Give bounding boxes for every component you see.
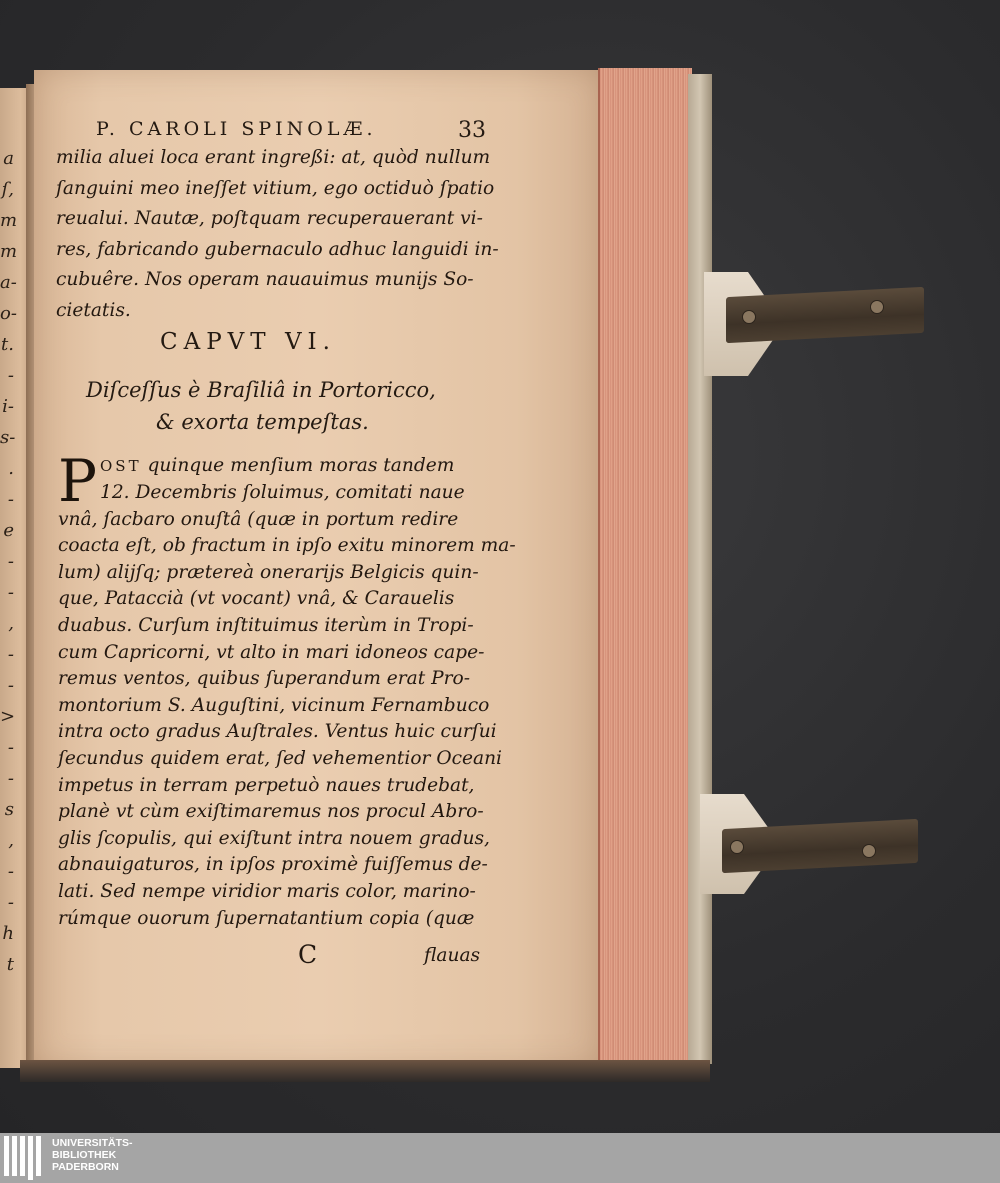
edge-char: - [7,365,14,386]
text-line: planè vt cùm exiſtimaremus nos procul Abro- [58,801,484,823]
edge-char: - [7,737,14,758]
logo-line-1: UNIVERSITÄTS- [52,1137,133,1149]
text-line: cietatis. [56,299,131,321]
edge-char: - [7,892,14,913]
catchword: flauas [424,945,481,966]
text-line: intra octo gradus Auſtrales. Ventus huic curſui [58,721,497,743]
text-line: que, Pataccià (vt vocant) vnâ, & Carauelis [58,588,455,610]
text-line: glis ſcopulis, qui exiſtunt intra nouem gradus, [58,827,490,849]
edge-char: ſ, [1,179,14,200]
text-line: duabus. Curſum inſtituimus iterùm in Tropi- [58,615,474,636]
edge-char: h [2,923,14,944]
first-line [100,455,454,476]
text-line: rúmque ouorum ſupernatantium copia (quæ [58,907,475,929]
text-line: ſecundus quidem erat, ſed vehementior Oceani [58,748,502,769]
left-page-text-edge [0,143,18,980]
edge-char: e [3,520,14,541]
text-line: montorium S. Auguſtini, vicinum Fernambuco [58,694,490,716]
clasp-strap [722,819,918,873]
page-block-edges [598,68,692,1062]
rivet-icon [742,310,756,324]
rivet-icon [862,844,876,858]
edge-char: a- [0,272,17,293]
text-line: remus ventos, quibus ſuperandum erat Pro- [58,668,470,690]
chapter-subtitle-line-2: & exorta tempeſtas. [156,410,369,434]
text-line: lum) alijſq; prætereà onerarijs Belgicis quin- [58,561,479,583]
logo-line-3: PADERBORN [52,1161,119,1173]
drop-cap-initial: P [58,447,98,515]
text-line: lati. Sed nempe viridior maris color, marino- [58,881,476,902]
first-line-caps: OST [100,457,142,475]
edge-char: - [7,675,14,696]
logo-line-2: BIBLIOTHEK [52,1149,117,1161]
edge-char: . [8,458,14,479]
running-head-title: P. CAROLI SPINOLÆ. [96,118,377,140]
text-line: cum Capricorni, vt alto in mari idoneos cape- [58,641,485,663]
rivet-icon [730,840,744,854]
edge-char: > [0,706,16,727]
edge-char: - [7,489,14,510]
clasp-upper [704,272,934,376]
edge-char: - [7,768,14,789]
signature-mark: C [298,940,318,969]
text-line: ſanguini meo ineſſet vitium, ego octiduò ſpatio [56,177,495,199]
edge-char: - [7,582,14,603]
edge-char: i- [2,396,14,417]
text-line: reualui. Nautæ, poſtquam recuperauerant vi- [56,208,483,229]
text-line: vnâ, ſacbaro onuſtâ (quæ in portum redire [58,508,459,530]
edge-char: o- [0,303,17,324]
text-line: coacta eſt, ob fractum in ipſo exitu minorem ma- [58,535,516,557]
edge-char: t [6,954,14,975]
edge-char: t. [1,334,14,355]
edge-char: , [8,613,14,634]
edge-char: , [8,830,14,851]
edge-char: s [4,799,14,820]
text-line: 12. Decembris ſoluimus, comitati naue [100,482,465,503]
text-line: res, fabricando gubernaculo adhuc languidi in- [56,238,499,260]
text-line: cubuêre. Nos operam nauauimus munijs So- [56,269,474,290]
clasp-lower [700,794,926,894]
edge-char: s- [0,427,16,448]
chapter-heading: CAPVT VI. [160,329,336,355]
book-bottom-edge [20,1060,710,1082]
page-number: 33 [458,118,486,143]
edge-char: - [7,861,14,882]
edge-char: m [0,210,18,231]
library-logo-text [52,1137,133,1173]
edge-char: m [0,241,18,262]
text-line: impetus in terram perpetuò naues trudebat, [58,774,475,796]
text-line: abnauigaturos, in ipſos proximè fuiſſemus de- [58,854,488,876]
chapter-subtitle-line-1: Diſceſſus è Braſiliâ in Portoricco, [86,378,436,402]
edge-char: - [7,644,14,665]
library-logo-icon [4,1136,44,1180]
cover-edge [688,74,712,1064]
library-footer-bar [0,1133,1000,1183]
text-line: milia aluei loca erant ingreßi: at, quòd nullum [56,147,491,168]
first-line-rest: quinque menſium moras tandem [147,455,455,476]
edge-char: - [7,551,14,572]
rivet-icon [870,300,884,314]
running-head [96,118,486,143]
edge-char: a [3,148,14,169]
